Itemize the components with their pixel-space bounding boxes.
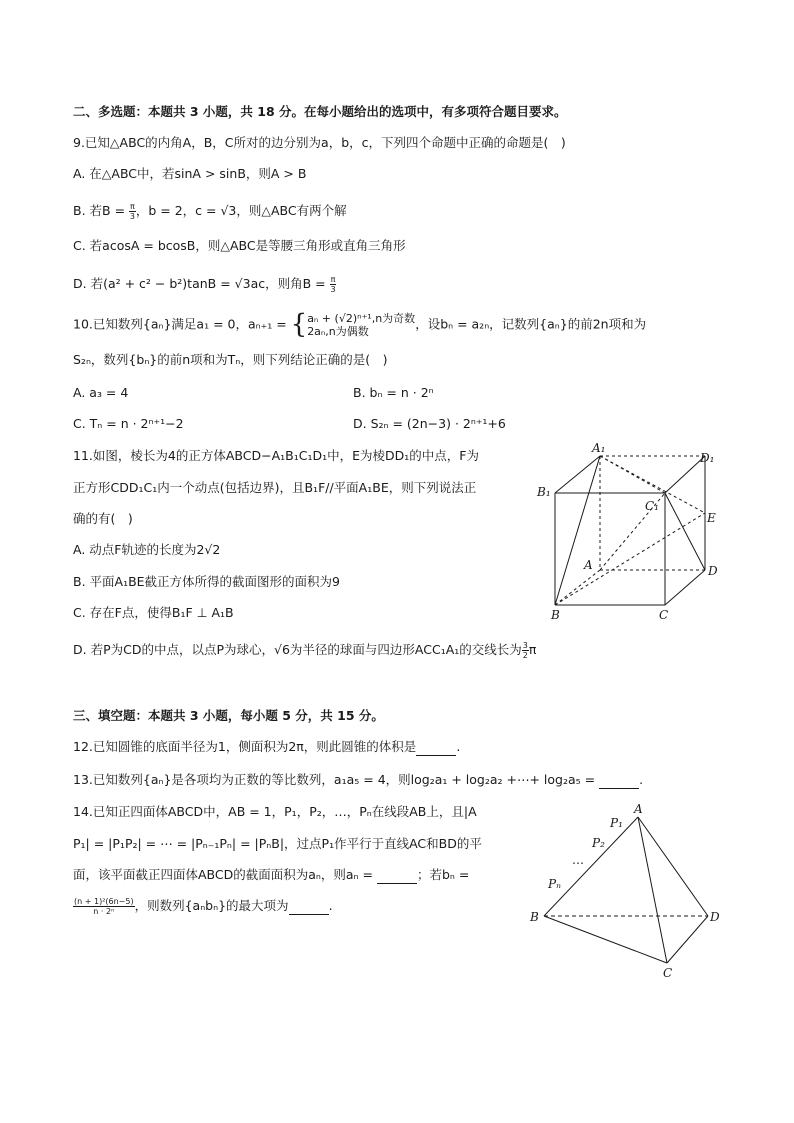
- q14-line3: [73, 867, 469, 884]
- q10-case-even: 2aₙ,n为偶数: [307, 325, 369, 338]
- edge-b1a1: [555, 456, 600, 493]
- edge-ba: [555, 570, 600, 605]
- q14-answer-blank-2: [289, 898, 329, 915]
- q11-option-c: C. 存在F点，使得B₁F ⊥ A₁B: [73, 605, 234, 620]
- label-d1: D₁: [700, 451, 715, 465]
- q10-stem-post: ，设bₙ = a₂ₙ，记数列{aₙ}的前2n项和为: [415, 316, 647, 332]
- label-b1: B₁: [537, 485, 551, 499]
- q9-option-d: [73, 275, 336, 294]
- q13-text: 13.已知数列{aₙ}是各项均为正数的等比数列，a₁a₅ = 4，则log₂a₁ + log₂a₂ +⋯+ log₂a₅ =: [73, 772, 600, 787]
- label-a: A: [634, 802, 643, 816]
- cube-figure: [530, 440, 730, 625]
- q10-option-c: C. Tₙ = n · 2ⁿ⁺¹−2: [73, 416, 184, 431]
- label-p1: P₁: [610, 816, 623, 830]
- label-a1: A₁: [592, 441, 606, 455]
- q14-line2: P₁| = |P₁P₂| = ⋯ = |Pₙ₋₁Pₙ| = |PₙB|，过点P₁作平行于直线AC和BD的平: [73, 836, 482, 851]
- edge-cd: [667, 916, 708, 963]
- q10-option-a: A. a₃ = 4: [73, 385, 129, 400]
- q9-stem: 9.已知△ABC的内角A，B，C所对的边分别为a，b，c，下列四个命题中正确的命题是( ): [73, 135, 566, 150]
- q13-end: .: [639, 772, 644, 787]
- q14-l3-pre: 面，该平面截正四面体ABCD的截面面积为aₙ，则aₙ =: [73, 867, 377, 882]
- q9-d-fraction: [330, 275, 337, 294]
- label-c1: C₁: [645, 499, 659, 513]
- q14-line4: [73, 897, 333, 916]
- line-a1c1: [600, 456, 665, 493]
- q11-stem-line2: 正方形CDD₁C₁内一个动点(包括边界)，且B₁F//平面A₁BE，则下列说法正: [73, 480, 477, 495]
- q9-d-frac-den: 3: [330, 285, 336, 294]
- q9-b-frac-den: 3: [129, 212, 135, 221]
- label-dots: …: [572, 853, 584, 867]
- q11-stem-line3: 确的有( ): [73, 511, 133, 526]
- q12-end: .: [456, 739, 461, 754]
- q9-d-frac-num: π: [330, 275, 336, 284]
- edge-ad: [638, 817, 708, 916]
- q13: [73, 772, 643, 789]
- edge-bc: [544, 916, 667, 963]
- label-a: A: [584, 558, 593, 572]
- q11-d-frac-num: 3: [522, 641, 528, 650]
- q14-frac-den: n · 2ⁿ: [93, 907, 115, 916]
- q13-answer-blank: [599, 772, 639, 789]
- label-pn: Pₙ: [548, 877, 561, 891]
- section-multi-choice-header: 二、多选题：本题共 3 小题，共 18 分。在每小题给出的选项中，有多项符合题目要求。: [73, 104, 567, 119]
- q12-text: 12.已知圆锥的底面半径为1，侧面积为2π，则此圆锥的体积是: [73, 739, 417, 754]
- q12-answer-blank: [416, 739, 456, 756]
- q9-b-frac-num: π: [130, 202, 135, 211]
- edge-ab: [544, 817, 638, 916]
- q9-b-pre: B. 若B =: [73, 203, 130, 218]
- q9-option-b: [73, 202, 347, 221]
- section-fill-header: 三、填空题：本题共 3 小题，每小题 5 分，共 15 分。: [73, 708, 384, 723]
- label-c: C: [663, 966, 673, 980]
- q14-end: .: [328, 898, 333, 913]
- q14-line1: 14.已知正四面体ABCD中，AB = 1，P₁，P₂，…，Pₙ在线段AB上，且|A: [73, 804, 477, 819]
- tetrahedron-figure: [520, 800, 730, 985]
- q11-stem-line1: 11.如图，棱长为4的正方体ABCD−A₁B₁C₁D₁中，E为棱DD₁的中点，F为: [73, 448, 479, 463]
- q9-d-pre: D. 若(a² + c² − b²)tanB = √3ac，则角B =: [73, 276, 330, 291]
- q11-option-b: B. 平面A₁BE截正方体所得的截面图形的面积为9: [73, 574, 341, 589]
- q9-b-post: ，b = 2，c = √3，则△ABC有两个解: [135, 203, 347, 218]
- q14-b-fraction: [73, 897, 135, 916]
- line-c1d: [665, 493, 705, 570]
- q11-option-d: [73, 641, 536, 660]
- q11-d-post: π: [528, 642, 537, 657]
- edge-ac: [638, 817, 667, 963]
- line-ba1: [555, 456, 600, 605]
- label-d: D: [708, 564, 718, 578]
- q10-option-b: B. bₙ = n · 2ⁿ: [353, 385, 434, 400]
- label-b: B: [551, 608, 560, 622]
- q14-l4-post: ，则数列{aₙbₙ}的最大项为: [134, 898, 289, 913]
- q11-option-a: A. 动点F轨迹的长度为2√2: [73, 542, 221, 557]
- q10-piecewise: { aₙ + (√2)ⁿ⁺¹,n为奇数 2aₙ,n为偶数: [290, 309, 416, 340]
- label-b: B: [530, 910, 539, 924]
- q11-d-pre: D. 若P为CD的中点，以点P为球心，√6为半径的球面与四边形ACC₁A₁的交线长为: [73, 642, 522, 657]
- q10-option-d: D. S₂ₙ = (2n−3) · 2ⁿ⁺¹+6: [353, 416, 506, 431]
- q11-d-fraction: [522, 641, 529, 660]
- q10-stem-line2: S₂ₙ，数列{bₙ}的前n项和为Tₙ，则下列结论正确的是( ): [73, 352, 388, 367]
- label-p2: P₂: [592, 836, 605, 850]
- q14-answer-blank-1: [377, 867, 417, 884]
- q10-stem-pre: 10.已知数列{aₙ}满足a₁ = 0，aₙ₊₁ =: [73, 316, 291, 332]
- label-e: E: [707, 511, 716, 525]
- edge-cd: [665, 570, 705, 605]
- edge-c1d1: [665, 456, 705, 493]
- q9-option-a: A. 在△ABC中，若sinA > sinB，则A > B: [73, 166, 307, 181]
- q10-case-odd: aₙ + (√2)ⁿ⁺¹,n为奇数: [307, 312, 416, 325]
- q11-d-frac-den: 2: [522, 651, 528, 660]
- q9-b-fraction: [129, 202, 136, 221]
- label-c: C: [659, 608, 669, 622]
- label-d: D: [710, 910, 720, 924]
- q10-stem-line1: [73, 309, 647, 340]
- q14-frac-num: (n + 1)²(6n−5): [74, 897, 134, 906]
- q14-l3-mid: ；若bₙ =: [416, 867, 470, 882]
- q9-option-c: C. 若acosA = bcosB，则△ABC是等腰三角形或直角三角形: [73, 238, 406, 253]
- q12: [73, 739, 460, 756]
